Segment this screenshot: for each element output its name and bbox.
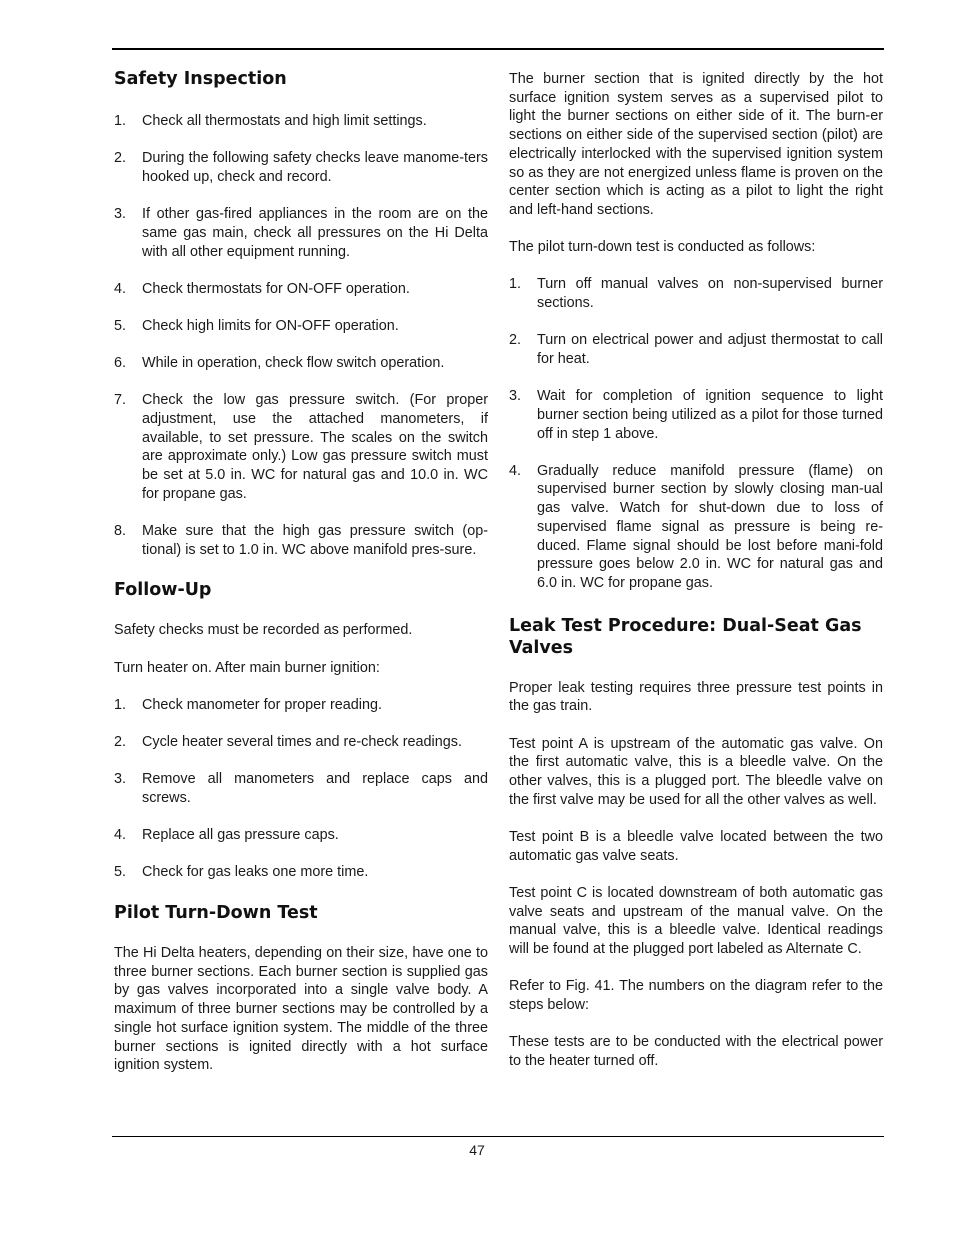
safety-inspection-heading: Safety Inspection [114,69,287,89]
right-column [509,70,883,1089]
leak-test-section [509,615,883,1071]
list-item: 5. Check for gas leaks one more time. [114,864,369,881]
list-item: 4. Replace all gas pressure caps. [114,827,339,844]
safety-inspection-list [114,112,488,559]
burner-section-paragraph: The burner section that is ignited directly by the hot surface ignition system serves as a supervised pilot to light the burner sections on either side of it. The burn-er sections on either side of the supervised section (pilot) are electrically interlocked with the supervised ignition system so as they are not energized unless flame is proven on the center section which is acting as a pilot to light the right and left-hand sections. [509,71,883,218]
follow-up-paragraph: Safety checks must be recorded as performed. [114,622,413,639]
leak-test-paragraph: Test point C is located downstream of both automatic gas valve seats and upstream of the manual valve. On the manual valve, this is a bleedle valve. Identical readings will be found at the plugged port labeled as Alternate C. [509,884,883,957]
list-item: 3. Wait for completion of ignition sequence to light burner section being utilized as a pilot for those turned off in step 1 above. [509,388,883,442]
list-item: 3. If other gas-fired appliances in the room are on the same gas main, check all pressures on the Hi Delta with all other equipment running. [114,206,488,260]
top-rule [112,48,884,50]
list-item: 4. Check thermostats for ON-OFF operation. [114,280,410,297]
list-item: 8. Make sure that the high gas pressure switch (op-tional) is set to 1.0 in. WC above manifold pres-sure. [114,523,488,558]
list-item: 7. Check the low gas pressure switch. (For proper adjustment, use the attached manometers, if available, to set pressure. The scales on the switch are approximate only.) Low gas pressure switch must be set at 5.0 in. WC for natural gas and 10.0 in. WC for propane gas. [114,392,488,502]
pilot-turn-down-heading: Pilot Turn-Down Test [114,903,318,924]
leak-test-paragraph: Refer to Fig. 41. The numbers on the diagram refer to the steps below: [509,978,883,1013]
list-item: 6. While in operation, check flow switch operation. [114,355,445,372]
follow-up-list [114,696,488,882]
leak-test-paragraph: Test point B is a bleedle valve located between the two automatic gas valve seats. [509,828,883,864]
list-item: 2. Cycle heater several times and re-check readings. [114,734,462,751]
pilot-turn-down-paragraph: The Hi Delta heaters, depending on their size, have one to three burner sections. Each burner section is supplied gas by gas valves incorporated into a single valve body. A maximum of three burner sections may be controlled by a single hot surface ignition system. The middle of the three burner sections is ignited directly with a hot surface ignition system. [114,945,488,1074]
leak-test-paragraph: Proper leak testing requires three pressure test points in the gas train. [509,679,883,715]
follow-up-heading: Follow-Up [114,580,212,601]
leak-test-paragraph: Test point A is upstream of the automatic gas valve. On the first automatic valve, this is a bleedle valve. On the other valves, this is a plugged port. The bleedle valve on the first valve may be used for all the other valves as well. [509,735,883,808]
list-item: 2. Turn on electrical power and adjust thermostat to call for heat. [509,332,883,367]
follow-up-section [114,579,488,882]
list-item: 1. Check manometer for proper reading. [114,696,382,713]
leak-test-paragraph: These tests are to be conducted with the electrical power to the heater turned off. [509,1034,883,1069]
turn-down-steps-list [509,275,883,592]
follow-up-paragraph: Turn heater on. After main burner ignition: [114,659,380,676]
pilot-turn-down-section [114,902,488,1075]
bottom-rule [112,1136,884,1137]
list-item: 2. During the following safety checks leave manome-ters hooked up, check and record. [114,150,488,185]
page-number: 47 [469,1142,485,1158]
left-column [114,68,488,1094]
list-item: 4. Gradually reduce manifold pressure (flame) on supervised burner section by slowly closing man-ual gas valve. Watch for shut-down due to loss of supervised flame signal as pressure is being re-duced. Flame signal should be lost before mani-fold pressure goes below 2.0 in. WC for natural gas and 6.0 in. WC for propane gas. [509,462,883,591]
list-item: 5. Check high limits for ON-OFF operation. [114,317,399,334]
list-item: 3. Remove all manometers and replace caps and screws. [114,771,488,806]
leak-test-heading: Leak Test Procedure: Dual-Seat Gas Valves [509,615,862,658]
list-item: 1. Check all thermostats and high limit settings. [114,113,427,129]
turn-down-intro-paragraph: The pilot turn-down test is conducted as follows: [509,239,816,256]
list-item: 1. Turn off manual valves on non-supervised burner sections. [509,276,883,312]
